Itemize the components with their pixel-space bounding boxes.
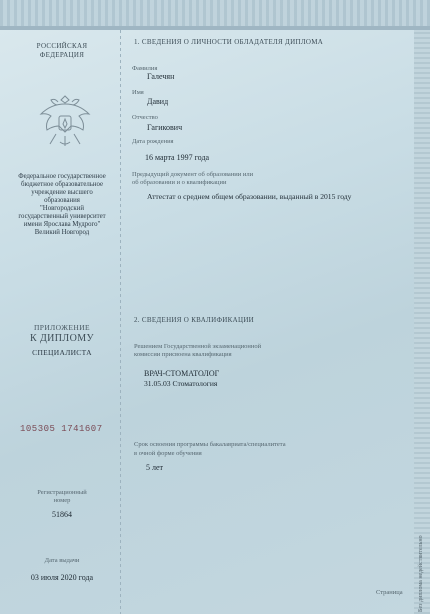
institution-line-1: Федеральное государственное: [18, 173, 106, 180]
appendix-title-line3: СПЕЦИАЛИСТА: [32, 348, 92, 357]
institution-line-8: Великий Новгород: [34, 229, 90, 236]
surname-label: Фамилия: [132, 65, 158, 72]
section1-title: 1. СВЕДЕНИЯ О ЛИЧНОСТИ ОБЛАДАТЕЛЯ ДИПЛОМА: [134, 38, 324, 46]
coat-of-arms-emblem-icon: [34, 90, 96, 152]
institution-line-7: имени Ярослава Мудрого": [23, 221, 101, 228]
section2-title: 2. СВЕДЕНИЯ О КВАЛИФИКАЦИИ: [134, 316, 255, 324]
country-name-line2: ФЕДЕРАЦИЯ: [39, 51, 85, 59]
security-band-edge: [0, 26, 430, 30]
issue-date-label: Дата выдачи: [44, 557, 80, 564]
security-side-strip: [414, 30, 430, 614]
commission-decision-line1: Решением Государственной экзаменационной: [134, 343, 262, 350]
serial-number: 105305 1741607: [20, 424, 103, 434]
issue-date: 03 июля 2020 года: [30, 573, 94, 582]
qualification-value: ВРАЧ-СТОМАТОЛОГ: [144, 369, 220, 378]
institution-line-3: учреждение высшего: [31, 189, 93, 196]
name-value: Давид: [147, 97, 169, 106]
page-label: Страница: [376, 589, 403, 596]
vertical-validity-note: Без диплома недействительно: [418, 535, 424, 612]
institution-line-6: государственный университет: [18, 213, 106, 220]
birth-date-value: 16 марта 1997 года: [145, 153, 210, 162]
specialty-value: 31.05.03 Стоматология: [144, 379, 218, 388]
study-term-value: 5 лет: [146, 463, 164, 472]
institution-line-5: "Новгородский: [40, 205, 84, 212]
commission-decision-line2: комиссии присвоена квалификация: [134, 351, 232, 358]
birth-date-label: Дата рождения: [132, 138, 174, 145]
country-name-line1: РОССИЙСКАЯ: [36, 42, 88, 50]
study-term-label-line2: в очной форме обучения: [134, 450, 202, 457]
previous-document-value: Аттестат о среднем общем образовании, выданный в 2015 году: [147, 192, 352, 201]
name-label: Имя: [132, 89, 144, 96]
registration-label-line2: номер: [53, 497, 71, 504]
study-term-label-line1: Срок освоения программы бакалавриата/специалитета: [134, 441, 286, 448]
registration-number: 51864: [52, 510, 72, 519]
registration-label-line1: Регистрационный: [37, 489, 87, 496]
institution-line-4: образования: [44, 197, 80, 204]
surname-value: Галечян: [147, 72, 175, 81]
previous-document-label-line1: Предыдущий документ об образовании или: [132, 171, 254, 178]
patronymic-label: Отчество: [132, 114, 158, 121]
appendix-title-line1: ПРИЛОЖЕНИЕ: [33, 323, 91, 332]
appendix-title-line2: К ДИПЛОМУ: [29, 333, 94, 344]
previous-document-label-line2: об образовании и о квалификации: [132, 179, 227, 186]
institution-line-2: бюджетное образовательное: [21, 181, 103, 188]
patronymic-value: Гагикович: [147, 123, 183, 132]
column-divider: [120, 30, 121, 614]
